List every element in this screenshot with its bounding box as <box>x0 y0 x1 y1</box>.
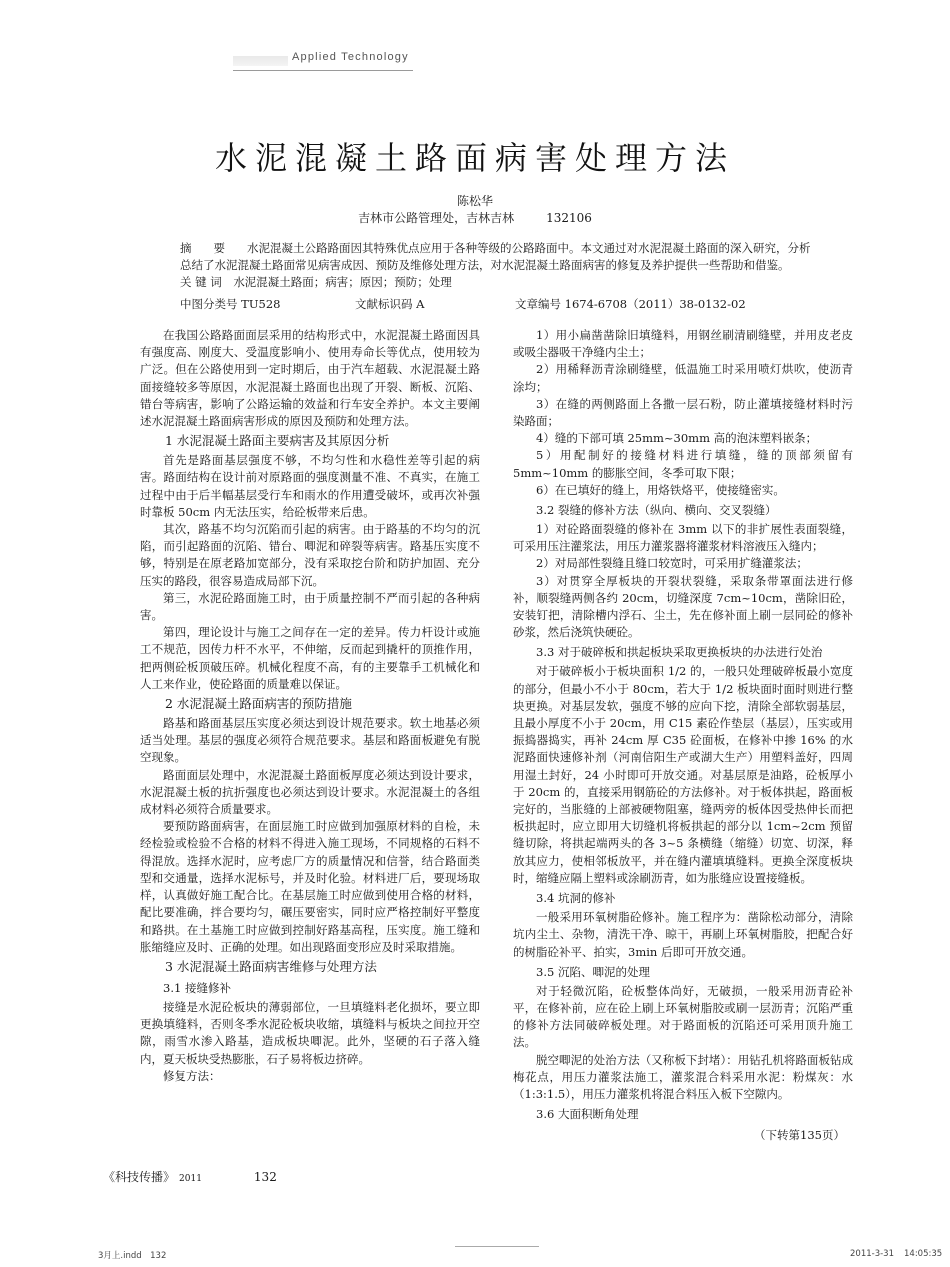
paragraph: 路面面层处理中，水泥混凝土路面板厚度必须达到设计要求，水泥混凝土板的抗折强度也必须达到设计要求。水泥混凝土的各组成材料必须符合质量要求。 <box>140 767 480 817</box>
list-item: 4）缝的下部可填 25mm~30mm 高的泡沫塑料嵌条； <box>536 431 818 446</box>
abstract <box>180 240 820 291</box>
keywords-label: 关 键 词 <box>180 275 222 289</box>
section-heading: 3 水泥混凝土路面病害维修与处理方法 <box>165 958 377 974</box>
affiliation-org: 吉林市公路管理处，吉林吉林 <box>358 211 515 225</box>
paragraph: 一般采用环氧树脂砼修补。施工程序为：凿除松动部分，清除坑内尘土、杂物，清洗干净、晾干，再刷上环氧树脂胶，把配合好的树脂砼补平、拍实，3min 后即可开放交通。 <box>513 910 853 959</box>
left-column <box>140 327 480 1085</box>
slug-timestamp <box>850 1249 942 1259</box>
subsection-heading: 3.6 大面积断角处理 <box>536 1107 639 1122</box>
slug-time: 14:05:35 <box>904 1249 943 1259</box>
subsection-heading: 3.3 对于破碎板和拱起板块采取更换板块的办法进行处治 <box>536 645 823 660</box>
affiliation-zip: 132106 <box>546 211 592 225</box>
journal-year: 2011 <box>179 1174 202 1184</box>
section-header: Applied Technology <box>292 51 409 63</box>
document-code: 文献标识码 A <box>355 297 425 311</box>
paragraph: 接缝是水泥砼板块的薄弱部位，一旦填缝料老化损坏，要立即更换填缝料，否则冬季水泥砼板块收缩，填缝料与板块之间拉开空隙，雨雪水渗入路基，造成板块唧泥。此外，坚硬的石子落入缝内，夏天板块受热膨胀，石子易将板边挤碎。 <box>140 999 480 1066</box>
subsection-heading: 3.4 坑洞的修补 <box>536 891 616 906</box>
list-item: 3）在缝的两侧路面上各撒一层石粉，防止灌填接缝材料时污染路面； <box>513 396 853 429</box>
list-item: 2）用稀释沥青涂刷缝壁，低温施工时采用喷灯烘吹，使沥青涂均； <box>513 362 853 394</box>
paragraph: 脱空唧泥的处治方法（又称板下封堵）：用钻孔机将路面板钻成梅花点，用压力灌浆法施工，灌浆混合料采用水泥：粉煤灰：水（1:3:1.5），用压力灌浆机将混合料压入板下空隙内。 <box>513 1052 853 1101</box>
list-item: 1）对砼路面裂缝的修补在 3mm 以下的非扩展性表面裂缝，可采用压注灌浆法，用压力灌浆器将灌浆材料溶液压入缝内； <box>513 522 853 554</box>
continued-note: （下转第135页） <box>754 1128 845 1142</box>
paragraph: 首先是路面基层强度不够，不均匀性和水稳性差等引起的病害。路面结构在设计前对原路面的强度测量不准、不真实，在施工过程中由于后半幅基层受行车和雨水的作用遭受破坏，或再次补强时靠板 50cm 内无法压实，给砼板带来后患。 <box>140 453 480 519</box>
paragraph: 修复方法： <box>163 1068 221 1083</box>
paragraph: 对于轻微沉陷，砼板整体尚好，无破损，一般采用沥青砼补平，在修补前，应在砼上刷上环氧树脂胶或刷一层沥青；沉陷严重的修补方法同破碎板处理。对于路面板的沉陷还可采用顶升施工法。 <box>513 983 853 1050</box>
keywords-text: 水泥混凝土路面；病害；原因；预防；处理 <box>233 275 452 289</box>
paragraph: 第四，理论设计与施工之间存在一定的差异。传力杆设计或施工不规范，因传力杆不水平，不伸缩，反而起到撬杆的顶推作用，把两侧砼板顶破压碎。机械化程度不高，有的主要靠手工机械化和人工来作业，使砼路面的质量难以保证。 <box>140 625 480 691</box>
slug-file: 3月上.indd 132 <box>98 1251 167 1261</box>
journal-footer <box>103 1168 277 1185</box>
section-heading: 1 水泥混凝土路面主要病害及其原因分析 <box>165 433 390 449</box>
affiliation <box>0 209 950 226</box>
abstract-label: 摘要 <box>180 241 247 255</box>
clc-number: 中图分类号 TU528 <box>180 297 281 311</box>
abstract-text: 水泥混凝土公路路面因其特殊优点应用于各种等级的公路路面中。本文通过对水泥混凝土路面的深入研究，分析总结了水泥混凝土路面常见病害成因、预防及维修处理方法，对水泥混凝土路面病害的修复及养护提供一些帮助和借鉴。 <box>180 241 811 272</box>
paragraph: 路基和路面基层压实度必须达到设计规范要求。软土地基必须适当处理。基层的强度必须符合规范要求。基层和路面板避免有脱空现象。 <box>140 716 480 765</box>
slug-date: 2011-3-31 <box>850 1249 894 1259</box>
list-item: 6）在已填好的缝上，用烙铁烙平，使接缝密实。 <box>536 482 785 497</box>
list-item: 5）用配制好的接缝材料进行填缝，缝的顶部须留有 5mm~10mm 的膨胀空间，冬季可取下限； <box>513 448 853 480</box>
author: 陈松华 <box>456 194 493 208</box>
list-item: 3）对贯穿全厚板块的开裂状裂缝，采取条带罩面法进行修补，顺裂缝两侧各约 20cm，切缝深度 7cm~10cm，凿除旧砼，安装钉把，清除槽内浮石、尘土，先在修补面上刷一层同砼的修补砂浆，然后浇筑快硬砼。 <box>513 573 853 640</box>
keywords <box>180 274 820 291</box>
subsection-heading: 3.1 接缝修补 <box>163 980 231 995</box>
list-item: 2）对局部性裂缝且缝口较宽时，可采用扩缝灌浆法； <box>536 556 808 571</box>
bottom-divider <box>455 1246 539 1247</box>
article-number: 文章编号 1674-6708（2011）38-0132-02 <box>515 297 746 311</box>
abstract-body <box>180 240 820 274</box>
page-number: 132 <box>253 1170 277 1184</box>
article-title: 水泥混凝土路面病害处理方法 <box>214 139 735 177</box>
subsection-heading: 3.5 沉陷、唧泥的处理 <box>536 964 650 979</box>
paragraph: 在我国公路路面面层采用的结构形式中，水泥混凝土路面因具有强度高、刚度大、受温度影响小、使用寿命长等优点，使用较为广泛。但在公路使用到一定时期后，由于汽车超载、水泥混凝土路面接缝较多等原因，水泥混凝土路面也出现了开裂、断板、沉陷、错台等病害，影响了公路运输的效益和行车安全养护。本文主要阐述水泥混凝土路面病害形成的原因及预防和处理方法。 <box>140 328 480 429</box>
journal-name: 《科技传播》 <box>103 1170 176 1184</box>
paragraph: 第三，水泥砼路面施工时，由于质量控制不严而引起的各种病害。 <box>140 590 480 623</box>
list-item: 1）用小扁凿凿除旧填缝料，用钢丝刷清刷缝壁，并用皮老皮或吸尘器吸干净缝内尘土； <box>513 328 853 360</box>
subsection-heading: 3.2 裂缝的修补方法（纵向、横向、交叉裂缝） <box>536 503 777 518</box>
right-column <box>513 327 853 1125</box>
section-heading: 2 水泥混凝土路面病害的预防措施 <box>165 696 352 712</box>
paragraph: 其次，路基不均匀沉陷而引起的病害。由于路基的不均匀的沉陷，而引起路面的沉陷、错台、唧泥和碎裂等病害。路基压实度不够，特别是在原老路加宽部分，没有采取挖台阶和防护加固、充分压实的路段，很容易造成局部下沉。 <box>140 522 480 588</box>
paragraph: 要预防路面病害，在面层施工时应做到加强原材料的自检，未经检验或检验不合格的材料不得进入施工现场，不同规格的石料不得混放。选择水泥时，应考虑厂方的质量情况和信誉，结合路面类型和交通量，选择水泥标号，并及时化验。材料进厂后，要现场取样，认真做好施工配合比。在基层施工时应做到使用合格的材料，配比要准确，拌合要均匀，碾压要密实，同时应严格控制好平整度和路拱。在土基施工时应做到控制好路基高程，压实度。施工缝和胀缩缝应及时、正确的处理。如出现路面变形应及时采取措施。 <box>140 819 480 954</box>
paragraph: 对于破碎板小于板块面积 1/2 的，一般只处理破碎板最小宽度的部分，但最小不小于 80cm，若大于 1/2 板块面时面时则进行整块更换。对基层发软，强度不够的应向下挖，清除全部软弱基层，且最小厚度不小于 20cm，用 C15 素砼作垫层（基层），压实或用振捣器捣实，再补 24cm 厚 C35 砼面板，在修补中掺 16% 的水泥路面快速修补剂（河南信阳生产或湖大生产）用塑料盖好，四周用湿土封好，24 小时即可开放交通。对基层原是油路，砼板厚小于 20cm 的，直接采用钢筋砼的方法修补。对于板体拱起，路面板完好的，当胀缝的上部被硬物阻塞，缝两旁的板体因受热伸长而把板拱起时，应立即用大切缝机将板拱起的部分以 1cm~2cm 预留缝切除，将拱起端两头的各 3~5 条横缝（缩缝）切宽、切深，释放其应力，使相邻板放平，并在缝内灌填填缝料。更换全深度板块时，缩缝应隔上塑料或涂刷沥青，如为胀缝应设置接缝板。 <box>513 664 853 885</box>
